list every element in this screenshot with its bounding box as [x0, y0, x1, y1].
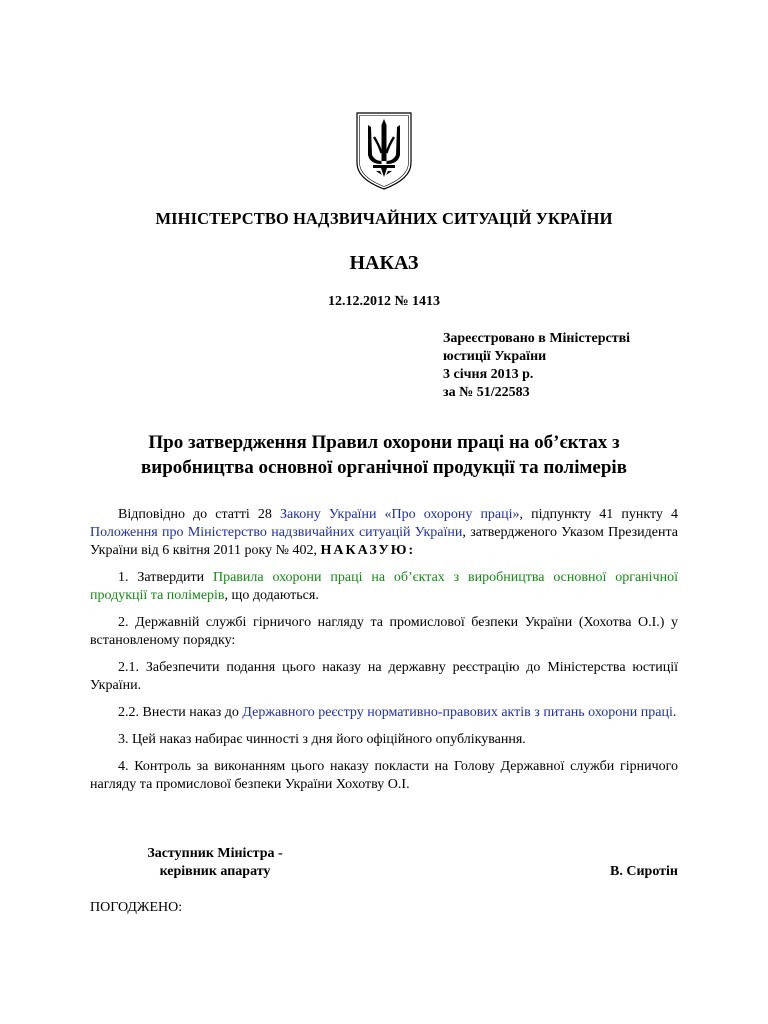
order-title: НАКАЗ [349, 252, 419, 274]
registration-block [443, 330, 703, 402]
paragraph-preamble [90, 506, 678, 560]
item-text: 2.2. Внести наказ до [118, 705, 243, 720]
registration-line: Зареєстровано в Міністерстві [443, 331, 631, 346]
item-text: 1. Затвердити [118, 570, 213, 585]
paragraph-item-2-1: 2.1. Забезпечити подання цього наказу на державну реєстрацію до Міністерства юстиції України. [90, 660, 678, 693]
registration-number: за № 51/22583 [443, 385, 530, 400]
preamble-text: , підпункту 41 пункту 4 [519, 507, 678, 522]
state-register-link[interactable]: Державного реєстру нормативно-правових актів з питань охорони праці [242, 705, 673, 720]
signatory-position-line: керівник апарату [159, 864, 271, 879]
agreed-label: ПОГОДЖЕНО: [90, 900, 183, 915]
paragraph-item-2: 2. Державній службі гірничого нагляду та промислової безпеки України (Хохотва О.І.) у встановленому порядку: [90, 615, 678, 648]
paragraph-item-3: 3. Цей наказ набирає чинності з дня його офіційного опублікування. [118, 732, 526, 747]
registration-line: юстиції України [443, 349, 547, 364]
paragraph-item-1 [90, 569, 678, 605]
order-heading: Про затвердження Правил охорони праці на об’єктах з виробництва основної органічної продукції та полімерів [141, 432, 627, 478]
ministry-regulation-link[interactable]: Положення про Міністерство надзвичайних ситуацій України [90, 525, 463, 540]
order-command: НАКАЗУЮ: [320, 543, 416, 558]
paragraph-item-4: 4. Контроль за виконанням цього наказу покласти на Голову Державної служби гірничого нагляду та промислової безпеки України Хохотву О.І. [90, 759, 678, 792]
item-text: , що додаються. [224, 588, 319, 603]
signatory-position [115, 845, 315, 881]
safety-rules-link[interactable]: Правила охорони праці на об’єктах з виробництва основної органічної продукції та полімерів [90, 570, 678, 603]
ministry-name: МІНІСТЕРСТВО НАДЗВИЧАЙНИХ СИТУАЦІЙ УКРАЇНИ [155, 209, 613, 228]
paragraph-item-2-2 [90, 704, 678, 722]
registration-date: 3 січня 2013 р. [443, 367, 534, 382]
preamble-text: , затвердженого Указом Президента України від 6 квітня 2011 року № 402, [90, 525, 678, 558]
law-on-labor-protection-link[interactable]: Закону України «Про охорону праці» [279, 507, 520, 522]
signatory-name: В. Сиротін [610, 864, 678, 879]
preamble-text: Відповідно до статті 28 [118, 507, 280, 522]
item-text: . [672, 705, 677, 720]
trident-coat-of-arms-icon [355, 111, 413, 191]
order-date-number: 12.12.2012 № 1413 [327, 294, 441, 309]
signatory-position-line: Заступник Міністра - [147, 846, 283, 861]
order-body [90, 506, 678, 803]
